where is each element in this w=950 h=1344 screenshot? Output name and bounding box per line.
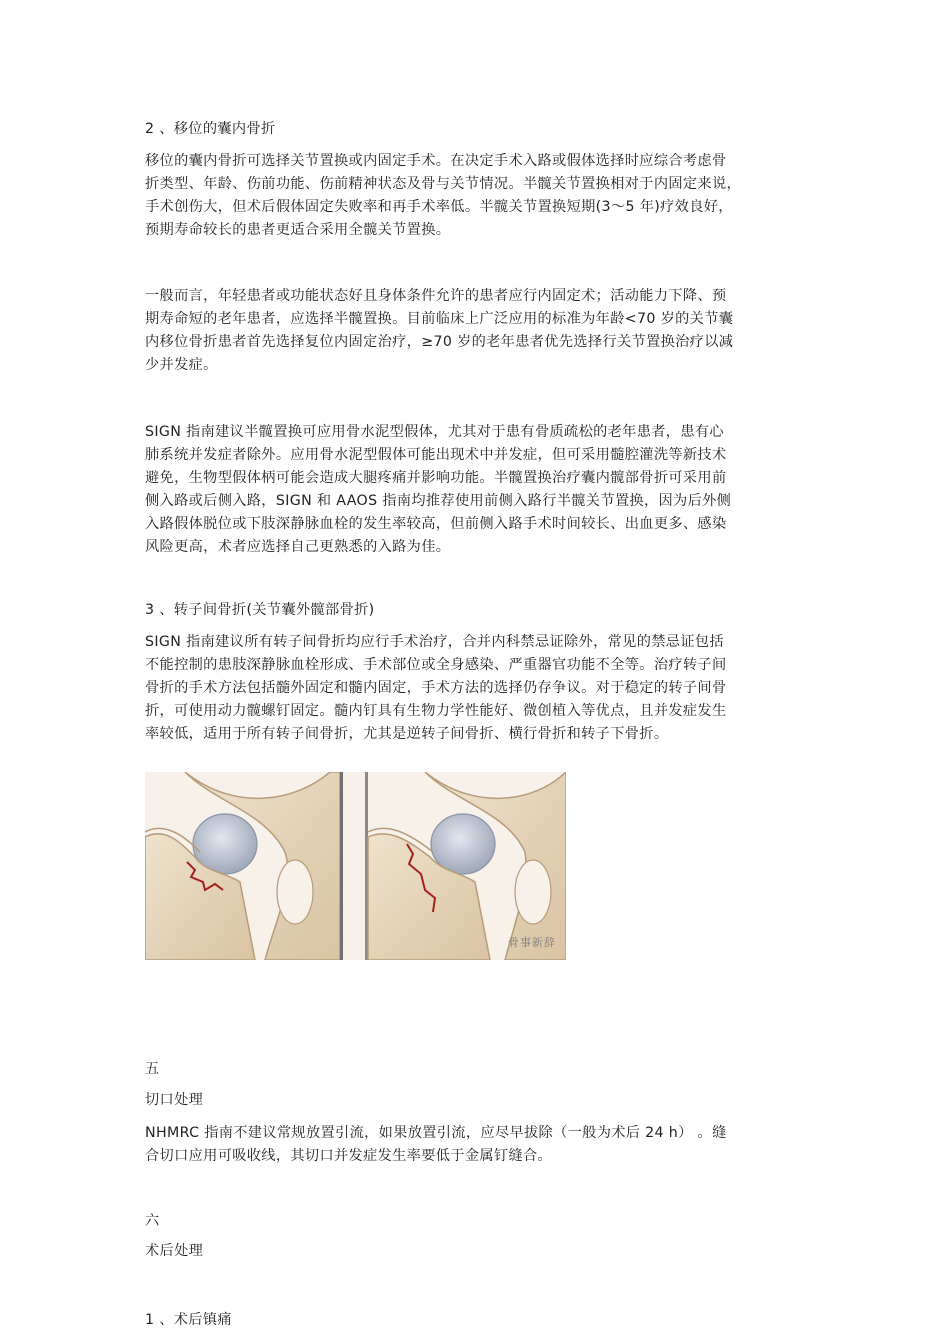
section-5-title: 切口处理 (145, 1092, 204, 1108)
section-2-p3-line-6: 风险更高，术者应选择自己更熟悉的入路为佳。 (145, 539, 451, 555)
hip-fracture-illustration (145, 772, 566, 960)
section-3-heading: 3 、转子间骨折(关节囊外髋部骨折) (145, 602, 375, 618)
section-5-p1-line-2: 合切口应用可吸收线，其切口并发症发生率要低于金属钉缝合。 (145, 1148, 553, 1164)
section-3-p1-line-2: 不能控制的患肢深静脉血栓形成、手术部位或全身感染、严重器官功能不全等。治疗转子间 (145, 657, 727, 673)
section-2-p1-line-4: 预期寿命较长的患者更适合采用全髋关节置换。 (145, 222, 451, 238)
section-3-p1-line-1: SIGN 指南建议所有转子间骨折均应行手术治疗，合并内科禁忌证除外，常见的禁忌证包括 (145, 634, 724, 650)
section-2-p1-line-3: 手术创伤大，但术后假体固定失败率和再手术率低。半髋关节置换短期(3～5 年)疗效良好， (145, 199, 733, 215)
section-3-p1-line-5: 率较低，适用于所有转子间骨折，尤其是逆转子间骨折、横行骨折和转子下骨折。 (145, 726, 669, 742)
section-5-number: 五 (145, 1061, 160, 1077)
section-2-p2-line-1: 一般而言，年轻患者或功能状态好且身体条件允许的患者应行内固定术；活动能力下降、预 (145, 288, 727, 304)
section-3-p1-line-3: 骨折的手术方法包括髓外固定和髓内固定，手术方法的选择仍存争议。对于稳定的转子间骨 (145, 680, 727, 696)
section-5-p1-line-1: NHMRC 指南不建议常规放置引流，如果放置引流，应尽早拔除（一般为术后 24 h） 。缝 (145, 1125, 727, 1141)
section-2-p3-line-2: 肺系统并发症者除外。应用骨水泥型假体可能出现术中并发症，但可采用髓腔灌洗等新技术 (145, 447, 727, 463)
section-2-p2-line-4: 少并发症。 (145, 357, 218, 373)
section-6-sub-1: 1 、术后镇痛 (145, 1312, 232, 1328)
section-2-p3-line-1: SIGN 指南建议半髋置换可应用骨水泥型假体，尤其对于患有骨质疏松的老年患者，患有心 (145, 424, 724, 440)
section-6-title: 术后处理 (145, 1243, 204, 1259)
figure-watermark: 骨事新辞 (508, 936, 556, 949)
section-2-p1-line-2: 折类型、年龄、伤前功能、伤前精神状态及骨与关节情况。半髋关节置换相对于内固定来说， (145, 176, 742, 192)
section-2-p1-line-1: 移位的囊内骨折可选择关节置换或内固定手术。在决定手术入路或假体选择时应综合考虑骨 (145, 153, 727, 169)
section-6-number: 六 (145, 1213, 160, 1229)
hip-fracture-figure (145, 772, 566, 960)
section-2-p3-line-5: 入路假体脱位或下肢深静脉血栓的发生率较高，但前侧入路手术时间较长、出血更多、感染 (145, 516, 727, 532)
section-3-p1-line-4: 折，可使用动力髋螺钉固定。髓内钉具有生物力学性能好、微创植入等优点，且并发症发生 (145, 703, 727, 719)
section-2-p2-line-2: 期寿命短的老年患者，应选择半髋置换。目前临床上广泛应用的标准为年龄<70 岁的关节囊 (145, 311, 734, 327)
section-2-heading: 2 、移位的囊内骨折 (145, 121, 276, 137)
section-2-p3-line-3: 避免，生物型假体柄可能会造成大腿疼痛并影响功能。半髋置换治疗囊内髋部骨折可采用前 (145, 470, 727, 486)
section-2-p2-line-3: 内移位骨折患者首先选择复位内固定治疗，≥70 岁的老年患者优先选择行关节置换治疗以减 (145, 334, 734, 350)
section-2-p3-line-4: 侧入路或后侧入路，SIGN 和 AAOS 指南均推荐使用前侧入路行半髋关节置换，因为后外侧 (145, 493, 732, 509)
